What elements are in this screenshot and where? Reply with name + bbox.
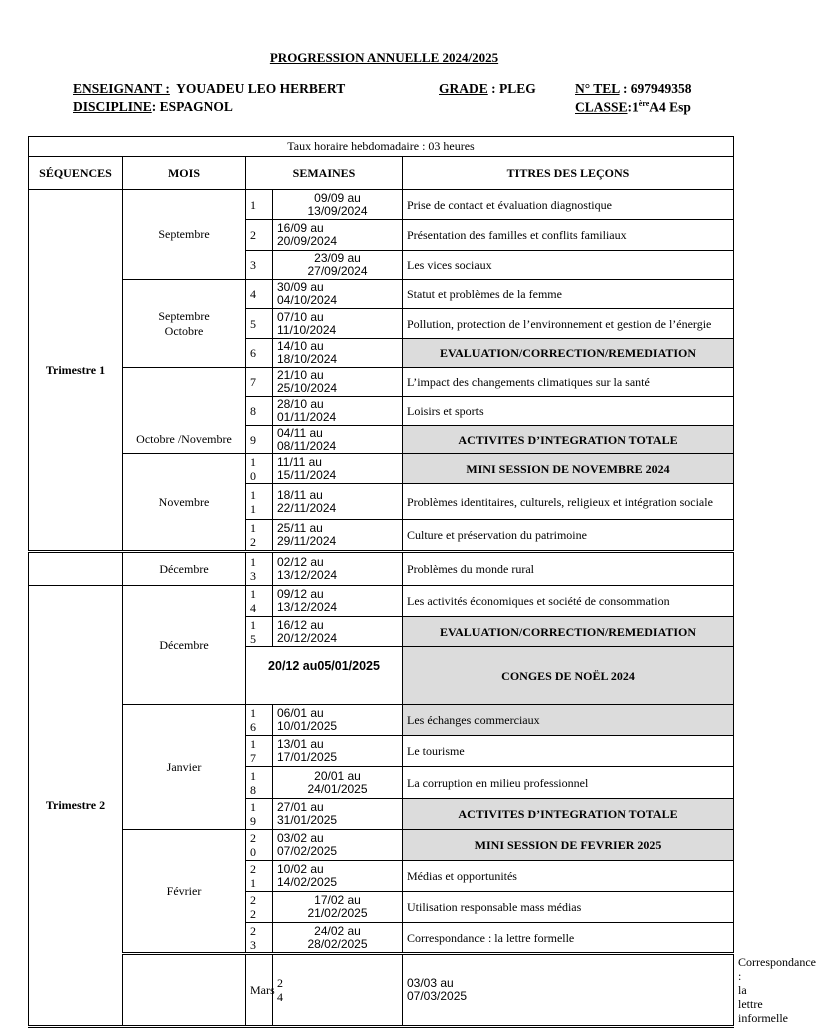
lesson-title: Problèmes du monde rural: [403, 552, 734, 586]
month-cell: Novembre: [123, 454, 246, 552]
week-dates: 04/11 au 08/11/2024: [273, 426, 403, 454]
table-row: [29, 586, 734, 617]
week-number: 2 0: [246, 830, 273, 861]
lesson-title: L’impact des changements climatiques sur la santé: [403, 368, 734, 397]
week-number: 8: [246, 397, 273, 426]
holiday-dates: 20/12 au05/01/2025: [246, 647, 403, 705]
lesson-title-highlight: MINI SESSION DE FEVRIER 2025: [403, 830, 734, 861]
lesson-title: Les échanges commerciaux: [403, 705, 734, 736]
month-cell: Mars: [246, 954, 273, 1027]
week-dates: 16/09 au 20/09/2024: [273, 220, 403, 251]
month-cell: Octobre /Novembre: [123, 368, 246, 454]
week-number: 2 3: [246, 923, 273, 954]
week-dates: 23/09 au 27/09/2024: [273, 251, 403, 280]
header-semaines: SEMAINES: [246, 157, 403, 190]
week-number: 2: [246, 220, 273, 251]
grade-line: [439, 81, 536, 97]
lesson-title: Les vices sociaux: [403, 251, 734, 280]
week-number: 9: [246, 426, 273, 454]
week-number: 1 9: [246, 799, 273, 830]
table-row: [29, 552, 734, 586]
week-number: 2 1: [246, 861, 273, 892]
week-dates: 07/10 au 11/10/2024: [273, 309, 403, 339]
lesson-title: Prise de contact et évaluation diagnostique: [403, 190, 734, 220]
lesson-title: Le tourisme: [403, 736, 734, 767]
week-number: 1 3: [246, 552, 273, 586]
teacher-name: YOUADEU LEO HERBERT: [176, 81, 346, 96]
week-number: 1 4: [246, 586, 273, 617]
table-row: Mars 2 4 03/03 au 07/03/2025 Correspondance : la lettre informelle: [29, 954, 734, 1027]
week-number: 1 5: [246, 617, 273, 647]
teacher-label: ENSEIGNANT :: [73, 81, 170, 96]
week-dates: 16/12 au 20/12/2024: [273, 617, 403, 647]
table-row: [29, 368, 734, 397]
lesson-title: Les activités économiques et société de consommation: [403, 586, 734, 617]
lesson-title: Loisirs et sports: [403, 397, 734, 426]
week-dates: 24/02 au 28/02/2025: [273, 923, 403, 954]
tel-line: [575, 81, 692, 97]
empty-sequence-cell: [123, 954, 246, 1027]
lesson-title-highlight: ACTIVITES D’INTEGRATION TOTALE: [403, 799, 734, 830]
month-cell: Janvier: [123, 705, 246, 830]
empty-sequence-cell: [29, 552, 123, 586]
table-row: [29, 705, 734, 736]
table-row: [29, 280, 734, 309]
month-cell: Février: [123, 830, 246, 954]
week-dates: 27/01 au 31/01/2025: [273, 799, 403, 830]
table-row: [29, 454, 734, 484]
classe-line: [575, 99, 691, 116]
week-number: 2 4: [273, 954, 403, 1027]
header-sequences: SÉQUENCES: [29, 157, 123, 190]
classe-value: :1: [627, 99, 639, 115]
week-dates: 13/01 au 17/01/2025: [273, 736, 403, 767]
lesson-title-highlight: MINI SESSION DE NOVEMBRE 2024: [403, 454, 734, 484]
classe-value-rest: A4 Esp: [649, 99, 691, 115]
week-number: 5: [246, 309, 273, 339]
week-dates: 03/02 au 07/02/2025: [273, 830, 403, 861]
week-number: 7: [246, 368, 273, 397]
week-number: 2 2: [246, 892, 273, 923]
week-number: 1 2: [246, 520, 273, 552]
week-dates: 02/12 au 13/12/2024: [273, 552, 403, 586]
discipline-line: [73, 99, 233, 115]
lesson-title-highlight: EVALUATION/CORRECTION/REMEDIATION: [403, 617, 734, 647]
week-number: 1 8: [246, 767, 273, 799]
lesson-title-highlight: ACTIVITES D’INTEGRATION TOTALE: [403, 426, 734, 454]
lesson-title: Utilisation responsable mass médias: [403, 892, 734, 923]
tel-label: N° TEL: [575, 81, 620, 96]
trimester-2: Trimestre 2: [29, 586, 123, 1027]
grade-label: GRADE: [439, 81, 488, 96]
discipline-value: : ESPAGNOL: [151, 99, 233, 114]
grade-value: : PLEG: [491, 81, 536, 96]
week-number: 1: [246, 190, 273, 220]
week-dates: 11/11 au 15/11/2024: [273, 454, 403, 484]
week-number: 1 1: [246, 484, 273, 520]
week-dates: 25/11 au 29/11/2024: [273, 520, 403, 552]
lesson-title: La corruption en milieu professionnel: [403, 767, 734, 799]
week-dates: 28/10 au 01/11/2024: [273, 397, 403, 426]
lesson-title: Culture et préservation du patrimoine: [403, 520, 734, 552]
teacher-line: [73, 81, 345, 97]
lesson-title-highlight: EVALUATION/CORRECTION/REMEDIATION: [403, 339, 734, 368]
week-dates: 06/01 au 10/01/2025: [273, 705, 403, 736]
classe-label: CLASSE: [575, 99, 628, 115]
lesson-title: Statut et problèmes de la femme: [403, 280, 734, 309]
header-mois: MOIS: [123, 157, 246, 190]
progression-table: [28, 136, 816, 1028]
tel-value: : 697949358: [622, 81, 692, 96]
week-number: 6: [246, 339, 273, 368]
week-dates: 30/09 au 04/10/2024: [273, 280, 403, 309]
header-titres: TITRES DES LEÇONS: [403, 157, 734, 190]
week-number: 4: [246, 280, 273, 309]
weekly-hours: Taux horaire hebdomadaire : 03 heures: [29, 137, 734, 157]
week-number: 3: [246, 251, 273, 280]
lesson-title: Correspondance : la lettre formelle: [403, 923, 734, 954]
week-dates: 18/11 au 22/11/2024: [273, 484, 403, 520]
table-row: [29, 830, 734, 861]
week-dates: 20/01 au 24/01/2025: [273, 767, 403, 799]
lesson-title: Pollution, protection de l’environnement et gestion de l’énergie: [403, 309, 734, 339]
lesson-title: Médias et opportunités: [403, 861, 734, 892]
week-dates: 14/10 au 18/10/2024: [273, 339, 403, 368]
week-dates: 10/02 au 14/02/2025: [273, 861, 403, 892]
week-number: 1 6: [246, 705, 273, 736]
week-dates: 09/12 au 13/12/2024: [273, 586, 403, 617]
month-cell: Décembre: [123, 552, 246, 586]
table-row: [29, 190, 734, 220]
week-number: 1 7: [246, 736, 273, 767]
month-cell: Septembre Octobre: [123, 280, 246, 368]
classe-superscript: ère: [638, 99, 650, 108]
week-number: 1 0: [246, 454, 273, 484]
month-cell: Décembre: [123, 586, 246, 705]
discipline-label: DISCIPLINE: [73, 99, 152, 114]
lesson-title: Présentation des familles et conflits familiaux: [403, 220, 734, 251]
week-dates: 21/10 au 25/10/2024: [273, 368, 403, 397]
week-dates: 03/03 au 07/03/2025: [403, 954, 734, 1027]
month-cell: Septembre: [123, 190, 246, 280]
week-dates: 09/09 au 13/09/2024: [273, 190, 403, 220]
document-title: PROGRESSION ANNUELLE 2024/2025: [269, 50, 499, 65]
holiday-title: CONGES DE NOËL 2024: [403, 647, 734, 705]
lesson-title: Problèmes identitaires, culturels, religieux et intégration sociale: [403, 484, 734, 520]
trimester-1: Trimestre 1: [29, 190, 123, 552]
week-dates: 17/02 au 21/02/2025: [273, 892, 403, 923]
